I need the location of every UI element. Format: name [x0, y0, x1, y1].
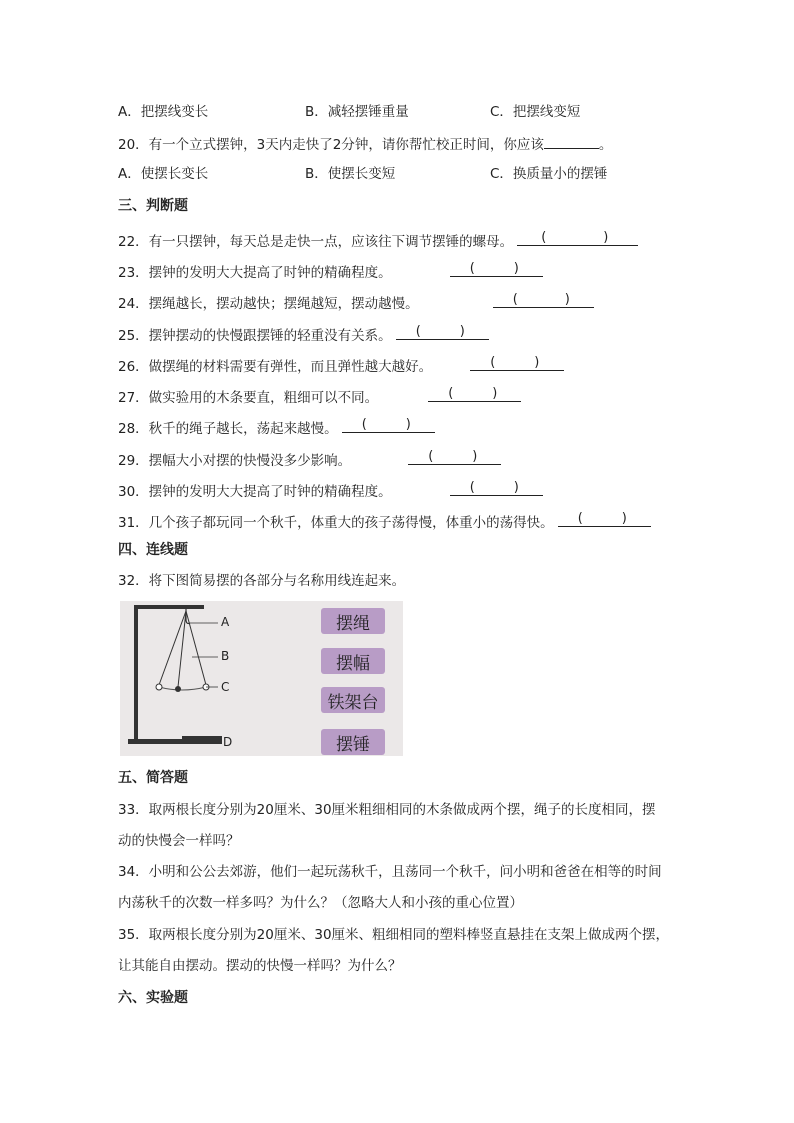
section-judge-heading: 三、判断题 — [118, 198, 188, 214]
q20-text: 20．有一个立式摆钟，3天内走快了2分钟，请你帮忙校正时间，你应该 — [118, 137, 544, 153]
judge-answer-blank[interactable]: ( ) — [408, 448, 501, 465]
judge-item — [118, 260, 543, 282]
hook — [186, 609, 190, 624]
label-c: C — [221, 680, 230, 694]
judge-answer-blank[interactable]: ( ) — [450, 479, 543, 496]
q20-question — [118, 134, 612, 154]
judge-item — [118, 385, 521, 407]
judge-answer-blank[interactable]: ( ) — [428, 385, 521, 402]
q33-line-2: 动的快慢会一样吗？ — [118, 833, 240, 849]
bob-left — [156, 684, 162, 690]
q34-line-1: 34．小明和公公去郊游，他们一起玩荡秋千，且荡同一个秋千，问小明和爸爸在相等的时间 — [118, 864, 662, 880]
name-box-stand[interactable]: 铁架台 — [321, 687, 385, 713]
q33-line-1: 33．取两根长度分别为20厘米、30厘米粗细相同的木条做成两个摆，绳子的长度相同，摆 — [118, 802, 656, 818]
q19-option-a: A．把摆线变长 — [118, 104, 209, 120]
judge-item — [118, 479, 543, 501]
bob-middle — [175, 686, 181, 692]
judge-answer-blank[interactable]: ( ) — [342, 416, 435, 433]
judge-text: 23．摆钟的发明大大提高了时钟的精确程度。 — [118, 265, 392, 281]
q20-option-b: B．使摆长变短 — [305, 166, 396, 182]
judge-text: 27．做实验用的木条要直，粗细可以不同。 — [118, 390, 379, 406]
q35-line-1: 35．取两根长度分别为20厘米、30厘米、粗细相同的塑料棒竖直悬挂在支架上做成两个摆， — [118, 927, 670, 943]
string-right — [186, 611, 206, 685]
label-a: A — [221, 615, 230, 629]
swing-arc — [159, 687, 206, 690]
judge-text: 28．秋千的绳子越长，荡起来越慢。 — [118, 421, 338, 437]
q19-option-c: C．把摆线变短 — [490, 104, 581, 120]
label-d: D — [223, 735, 233, 749]
judge-answer-blank[interactable]: ( ) — [558, 510, 651, 527]
judge-answer-blank[interactable]: ( ) — [450, 260, 543, 277]
judge-answer-blank[interactable]: ( ) — [396, 323, 489, 340]
name-box-amplitude[interactable]: 摆幅 — [321, 648, 385, 674]
section-short-answer-heading: 五、简答题 — [118, 770, 188, 786]
q20-options — [118, 165, 607, 183]
name-box-bob[interactable]: 摆锤 — [321, 729, 385, 755]
judge-item — [118, 416, 435, 438]
judge-text: 31．几个孩子都玩同一个秋千，体重大的孩子荡得慢，体重小的荡得快。 — [118, 515, 554, 531]
judge-item — [118, 448, 501, 470]
pendulum-figure — [120, 601, 403, 756]
judge-text: 29．摆幅大小对摆的快慢没多少影响。 — [118, 453, 352, 469]
judge-answer-blank[interactable]: ( ) — [493, 291, 594, 308]
q20-end: 。 — [598, 137, 613, 153]
q19-options — [118, 103, 580, 121]
q35-line-2: 让其能自由摆动。摆动的快慢一样吗？为什么？ — [118, 958, 402, 974]
section-matching-heading: 四、连线题 — [118, 542, 188, 558]
q20-option-a: A．使摆长变长 — [118, 166, 209, 182]
judge-text: 26．做摆绳的材料需要有弹性，而且弹性越大越好。 — [118, 359, 433, 375]
judge-item — [118, 354, 564, 376]
judge-text: 30．摆钟的发明大大提高了时钟的精确程度。 — [118, 484, 392, 500]
q19-option-b: B．减轻摆锤重量 — [305, 104, 409, 120]
q20-answer-blank[interactable] — [544, 134, 599, 149]
label-b: B — [221, 649, 230, 663]
q20-option-c: C．换质量小的摆锤 — [490, 166, 608, 182]
judge-answer-blank[interactable]: ( ) — [517, 229, 638, 246]
name-box-string[interactable]: 摆绳 — [321, 608, 385, 634]
judge-text: 22．有一只摆钟，每天总是走快一点，应该往下调节摆锤的螺母。 — [118, 234, 514, 250]
judge-text: 25．摆钟摆动的快慢跟摆锤的轻重没有关系。 — [118, 328, 392, 344]
judge-item — [118, 229, 638, 251]
q32-text: 32．将下图简易摆的各部分与名称用线连起来。 — [118, 573, 406, 589]
judge-item — [118, 510, 651, 532]
judge-answer-blank[interactable]: ( ) — [470, 354, 564, 371]
stand-base — [128, 739, 222, 744]
q34-line-2: 内荡秋千的次数一样多吗？为什么？（忽略大人和小孩的重心位置） — [118, 895, 523, 911]
judge-item — [118, 323, 489, 345]
judge-item — [118, 291, 594, 313]
judge-text: 24．摆绳越长，摆动越快；摆绳越短，摆动越慢。 — [118, 296, 419, 312]
stand-pole — [134, 605, 138, 743]
stand-arm — [134, 605, 204, 609]
section-experiment-heading: 六、实验题 — [118, 990, 188, 1006]
